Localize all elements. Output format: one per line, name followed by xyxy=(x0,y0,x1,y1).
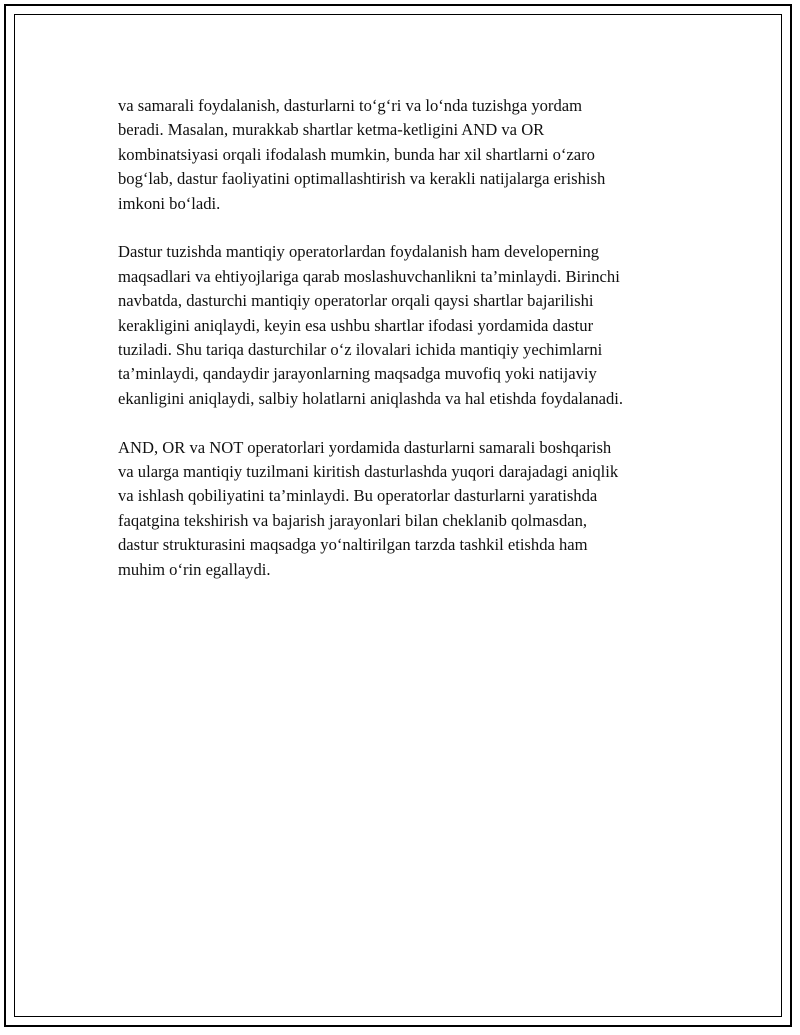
text-line: kombinatsiyasi orqali ifodalash mumkin, bunda har xil shartlarni o‘zaro xyxy=(118,144,595,164)
text-line: ekanligini aniqlaydi, salbiy holatlarni aniqlashda va hal etishda foydalanadi. xyxy=(118,388,624,408)
text-line: beradi. Masalan, murakkab shartlar ketma-ketligini AND va OR xyxy=(118,120,545,140)
text-line: imkoni bo‘ladi. xyxy=(118,193,221,213)
text-line: navbatda, dasturchi mantiqiy operatorlar orqali qaysi shartlar bajarilishi xyxy=(118,291,594,311)
text-line: maqsadlari va ehtiyojlariga qarab moslashuvchanlikni ta’minlaydi. Birinchi xyxy=(118,266,620,286)
text-line: dastur strukturasini maqsadga yo‘naltirilgan tarzda tashkil etishda ham xyxy=(118,535,588,555)
text-line: bog‘lab, dastur faoliyatini optimallashtirish va kerakli natijalarga erishish xyxy=(118,169,606,189)
text-line: faqatgina tekshirish va bajarish jarayonlari bilan cheklanib qolmasdan, xyxy=(118,510,588,530)
text-line: ta’minlaydi, qandaydir jarayonlarning maqsadga muvofiq yoki natijaviy xyxy=(118,364,597,384)
text-line: tuziladi. Shu tariqa dasturchilar o‘z ilovalari ichida mantiqiy yechimlarni xyxy=(118,340,603,360)
text-line: AND, OR va NOT operatorlari yordamida dasturlarni samarali boshqarish xyxy=(118,437,612,457)
text-line: va samarali foydalanish, dasturlarni to‘g‘ri va lo‘nda tuzishga yordam xyxy=(118,96,583,115)
text-line: va ularga mantiqiy tuzilmani kiritish dasturlashda yuqori darajadagi aniqlik xyxy=(118,462,619,482)
text-line: kerakligini aniqlaydi, keyin esa ushbu shartlar ifodasi yordamida dastur xyxy=(118,315,594,335)
text-line: Dastur tuzishda mantiqiy operatorlardan foydalanish ham developerning xyxy=(118,242,600,262)
paragraph-1 xyxy=(118,94,698,216)
text-line: muhim o‘rin egallaydi. xyxy=(118,559,271,579)
text-line: va ishlash qobiliyatini ta’minlaydi. Bu operatorlar dasturlarni yaratishda xyxy=(118,486,598,506)
paragraph-2 xyxy=(118,240,698,411)
document-body xyxy=(118,94,698,606)
paragraph-3 xyxy=(118,436,698,582)
